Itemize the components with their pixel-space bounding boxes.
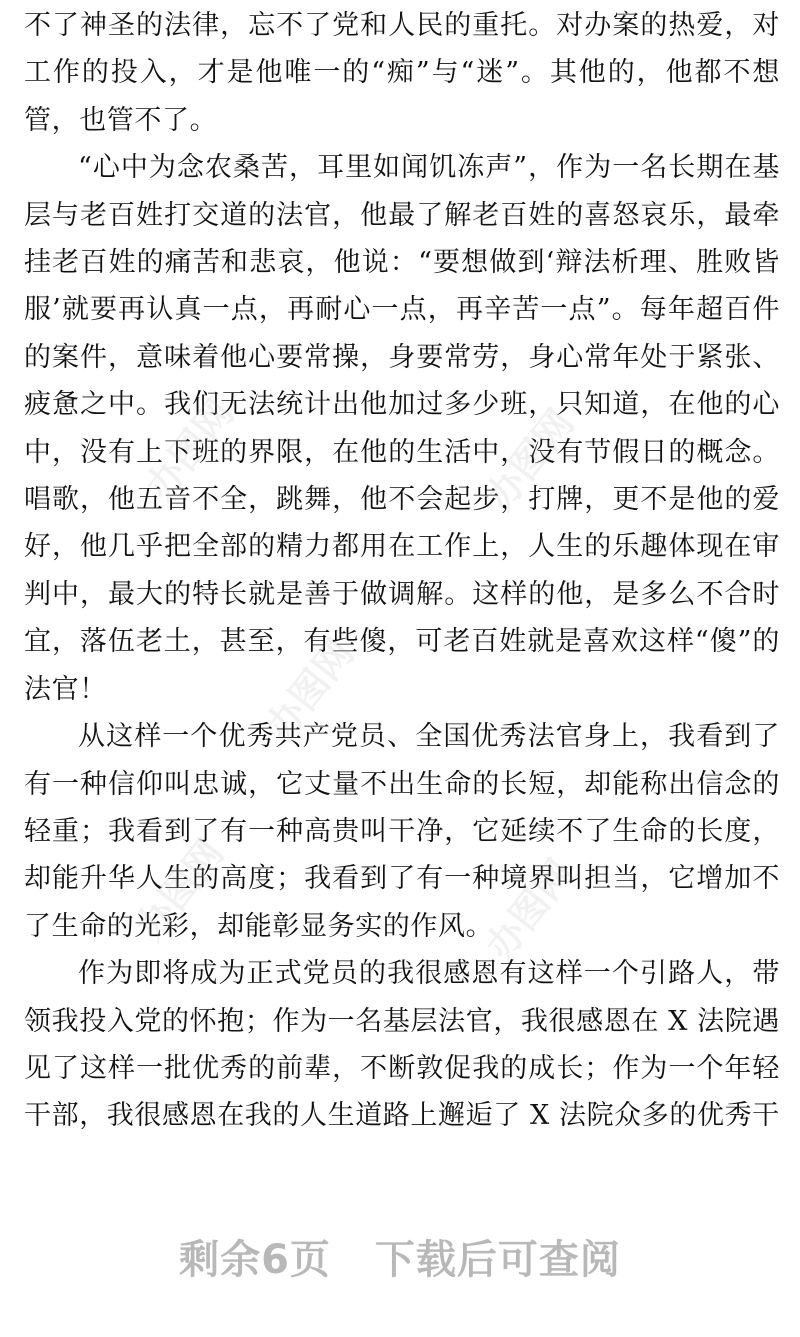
paragraph-gratitude: 作为即将成为正式党员的我很感恩有这样一个引路人，带领我投入党的怀抱；作为一名基层法官，我很感恩在 X 法院遇见了这样一批优秀的前辈，不断敦促我的成长；作为一个年轻干部，我很感恩在我的人生道路上邂逅了 X 法院众多的优秀干 xyxy=(24,958,780,1132)
watermark: 办图网 xyxy=(477,401,583,519)
document-body xyxy=(24,2,780,1140)
watermark: 办图网 xyxy=(257,631,363,749)
download-notice[interactable] xyxy=(0,1228,800,1285)
paragraph-faith-loyalty: 从这样一个优秀共产党员、全国优秀法官身上，我看到了有一种信仰叫忠诚，它丈量不出生命的长短，却能称出信念的轻重；我看到了有一种高贵叫干净，它延续不了生命的长度，却能升华人生的高度；我看到了有一种境界叫担当，它增加不了生命的光彩，却能彰显务实的作风。 xyxy=(24,721,780,942)
watermark: 办图网 xyxy=(477,851,583,969)
paragraph-farmers-quote: “心中为念农桑苦，耳里如闻饥冻声”，作为一名长期在基层与老百姓打交道的法官，他最了解老百姓的喜怒哀乐，最牵挂老百姓的痛苦和悲哀，他说：“要想做到‘辩法析理、胜败皆服’就要再认真一点，再耐心一点，再辛苦一点”。每年超百件的案件，意味着他心要常操，身要常劳，身心常年处于紧张、疲惫之中。我们无法统计出他加过多少班，只知道，在他的心中，没有上下班的界限，在他的生活中，没有节假日的概念。唱歌，他五音不全，跳舞，他不会起步，打牌，更不是他的爱好，他几乎把全部的精力都用在工作上，人生的乐趣体现在审判中，最大的特长就是善于做调解。这样的他，是多么不合时宜，落伍老土，甚至，有些傻，可老百姓就是喜欢这样“傻”的法官！ xyxy=(24,152,780,705)
watermark: 办图网 xyxy=(137,391,243,509)
download-hint-label: 下载后可查阅 xyxy=(374,1237,621,1283)
watermark: 办图网 xyxy=(127,831,233,949)
paragraph-continued: 不了神圣的法律，忘不了党和人民的重托。对办案的热爱，对工作的投入，才是他唯一的“痴”与“迷”。其他的，他都不想管，也管不了。 xyxy=(24,10,780,136)
remaining-pages-label: 剩余6页 xyxy=(179,1237,331,1283)
